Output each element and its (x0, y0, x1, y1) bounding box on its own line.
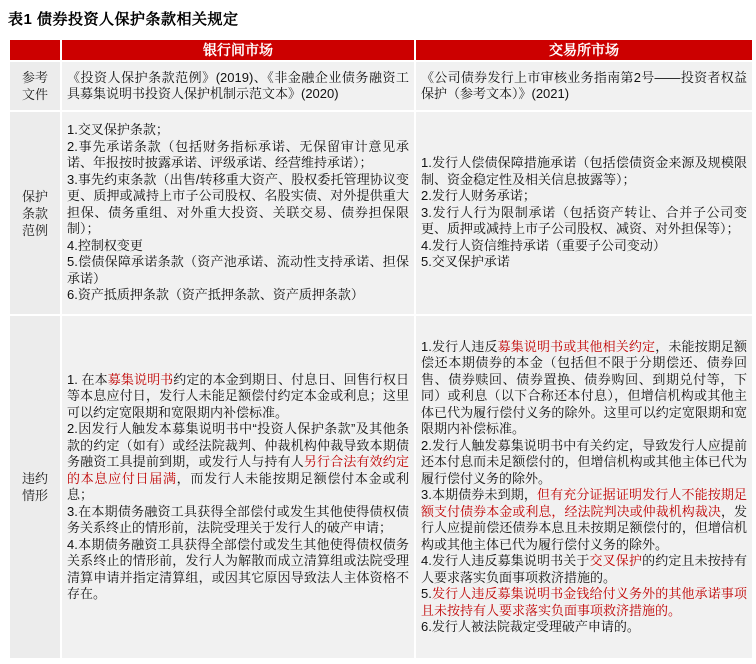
cell-text: 6.资产抵质押条款（资产抵押条款、资产质押条款） (67, 287, 364, 303)
table-row (10, 112, 752, 314)
paragraph (421, 238, 747, 255)
paragraph (67, 254, 409, 287)
cell-text: 1.发行人违反 (421, 338, 498, 354)
cell-text: 2.发行人财务承诺； (421, 188, 536, 204)
cell-text: 5.交叉保护承诺 (421, 254, 510, 270)
paragraph (67, 70, 409, 103)
cell-text: 1.交叉保护条款； (67, 122, 169, 138)
cell-text: 4.控制权变更 (67, 237, 143, 253)
cell-text: 3.本期债券未到期， (421, 487, 538, 502)
paragraph (67, 421, 409, 504)
highlighted-text: 但有充分证据证明发行人不能按期足额支付债券本金或利息，经法院判决或仲裁机构裁决 (421, 487, 747, 519)
cell-text: 1.发行人偿债保障措施承诺（包括偿债资金来源及规模限制、资金稳定性及相关信息披露等）； (421, 155, 747, 187)
cell-exchange-market (416, 316, 752, 658)
header-row (10, 40, 752, 60)
corner-cell (10, 40, 60, 60)
cell-bank-market (62, 316, 414, 658)
cell-text: 1. 在本 (67, 371, 108, 387)
table-row (10, 316, 752, 658)
cell-text: 《投资人保护条款范例》(2019)、《非金融企业债务融资工具募集说明书投资人保护机制示范文本》(2020) (67, 69, 409, 101)
highlighted-text: 募集说明书 (107, 371, 174, 387)
cell-exchange-market (416, 62, 752, 110)
highlighted-text: 募集说明书或其他相关约定 (497, 338, 656, 354)
paragraph (67, 122, 409, 139)
row-label: 保护 条款 范例 (10, 112, 60, 314)
cell-text: 2.发行人触发募集说明书中有关约定，导致发行人应提前还本付息而未足额偿付的，但增信机构或其他主体已代为履行偿付义务的除外。 (421, 437, 747, 486)
cell-text: ，未能按期足额偿还本期债券的本金（包括但不限于分期偿还、债券回售、债券赎回、债券置换、债券购回、到期兑付等，下同）或利息（以下合称还本付息），但增信机构或其他主体已代为履行偿付义务的除外。这里可以约定宽限期和宽限期内补偿标准。 (421, 338, 747, 436)
col-header-exchange-market: 交易所市场 (416, 40, 752, 60)
cell-text: 2.因发行人触发本募集说明书中“投资人保护条款”及其他条款的约定（如有）或经法院裁判、仲裁机构仲裁导致本期债务融资工具提前到期，或发行人与持有人 (67, 421, 409, 469)
paragraph (421, 487, 747, 553)
cell-text: 4.发行人违反募集说明书关于 (421, 553, 590, 568)
col-header-bank-market: 银行间市场 (62, 40, 414, 60)
paragraph (421, 254, 747, 271)
paragraph (421, 553, 747, 586)
row-label: 违约 情形 (10, 316, 60, 658)
paragraph (67, 537, 409, 603)
paragraph (421, 438, 747, 488)
paragraph (67, 139, 409, 172)
highlighted-text: 交叉保护 (589, 553, 643, 568)
paragraph (421, 155, 747, 188)
cell-text: 3.发行人行为限制承诺（包括资产转让、合并子公司变更、质押或减持上市子公司股权、减资、对外担保等）； (421, 204, 747, 237)
cell-text: ，发行人应提前偿还债券本息且未按期足额偿付的，但增信机构或其他主体已代为履行偿付义务的除外。 (421, 503, 747, 552)
cell-text: 6.发行人被法院裁定受理破产申请的。 (421, 619, 640, 634)
cell-text: 《公司债券发行上市审核业务指南第2号――投资者权益保护（参考文本）》(2021) (421, 69, 747, 101)
cell-text: 5. (421, 586, 432, 601)
cell-text: 4.本期债务融资工具获得全部偿付或发生其他使得债权债务关系终止的情形前，发行人为解散而成立清算组或法院受理清算申请并指定清算组，或因其它原因导致法人主体资格不存在。 (67, 536, 409, 601)
table-title: 表1 债券投资人保护条款相关规定 (8, 11, 239, 28)
paragraph (67, 287, 409, 304)
cell-bank-market (62, 62, 414, 110)
cell-exchange-market (416, 112, 752, 314)
paragraph (421, 188, 747, 205)
highlighted-text: 另行合法有效约定的本息应付日届满 (67, 454, 409, 486)
paragraph (67, 172, 409, 238)
paragraph (421, 339, 747, 438)
cell-text: ，而发行人未能按期足额偿付本金或利息； (67, 470, 409, 502)
paragraph (421, 70, 747, 103)
bond-protection-table (8, 38, 754, 660)
row-label: 参考 文件 (10, 62, 60, 110)
table-row (10, 62, 752, 110)
paragraph (67, 238, 409, 255)
cell-text: 的约定且未按持有人要求落实负面事项救济措施的。 (421, 553, 747, 585)
cell-text: 3.在本期债务融资工具获得全部偿付或发生其他使得债权债务关系终止的情形前，法院受理关于发行人的破产申请； (67, 503, 409, 535)
cell-bank-market (62, 112, 414, 314)
highlighted-text: 发行人违反募集说明书金钱给付义务外的其他承诺事项且未按持有人要求落实负面事项救济措施的。 (421, 586, 747, 618)
cell-text: 2.事先承诺条款（包括财务指标承诺、无保留审计意见承诺、年报按时披露承诺、评级承诺、经营维持承诺）； (67, 138, 409, 171)
paragraph (421, 619, 747, 636)
paragraph (421, 586, 747, 619)
cell-text: 3.事先约束条款（出售/转移重大资产、股权委托管理协议变更、质押或减持上市子公司股权、名股实债、对外提供重大担保、债务重组、对外重大投资、关联交易、债券担保限制）； (67, 171, 409, 237)
cell-text: 约定的本金到期日、付息日、回售行权日等本息应付日，发行人未能足额偿付约定本金或利息；这里可以约定宽限期和宽限期内补偿标准。 (67, 371, 409, 420)
paragraph (421, 205, 747, 238)
paragraph (67, 504, 409, 537)
cell-text: 5.偿债保障承诺条款（资产池承诺、流动性支持承诺、担保承诺） (67, 254, 409, 286)
cell-text: 4.发行人资信维持承诺（重要子公司变动） (421, 237, 666, 253)
paragraph (67, 372, 409, 422)
